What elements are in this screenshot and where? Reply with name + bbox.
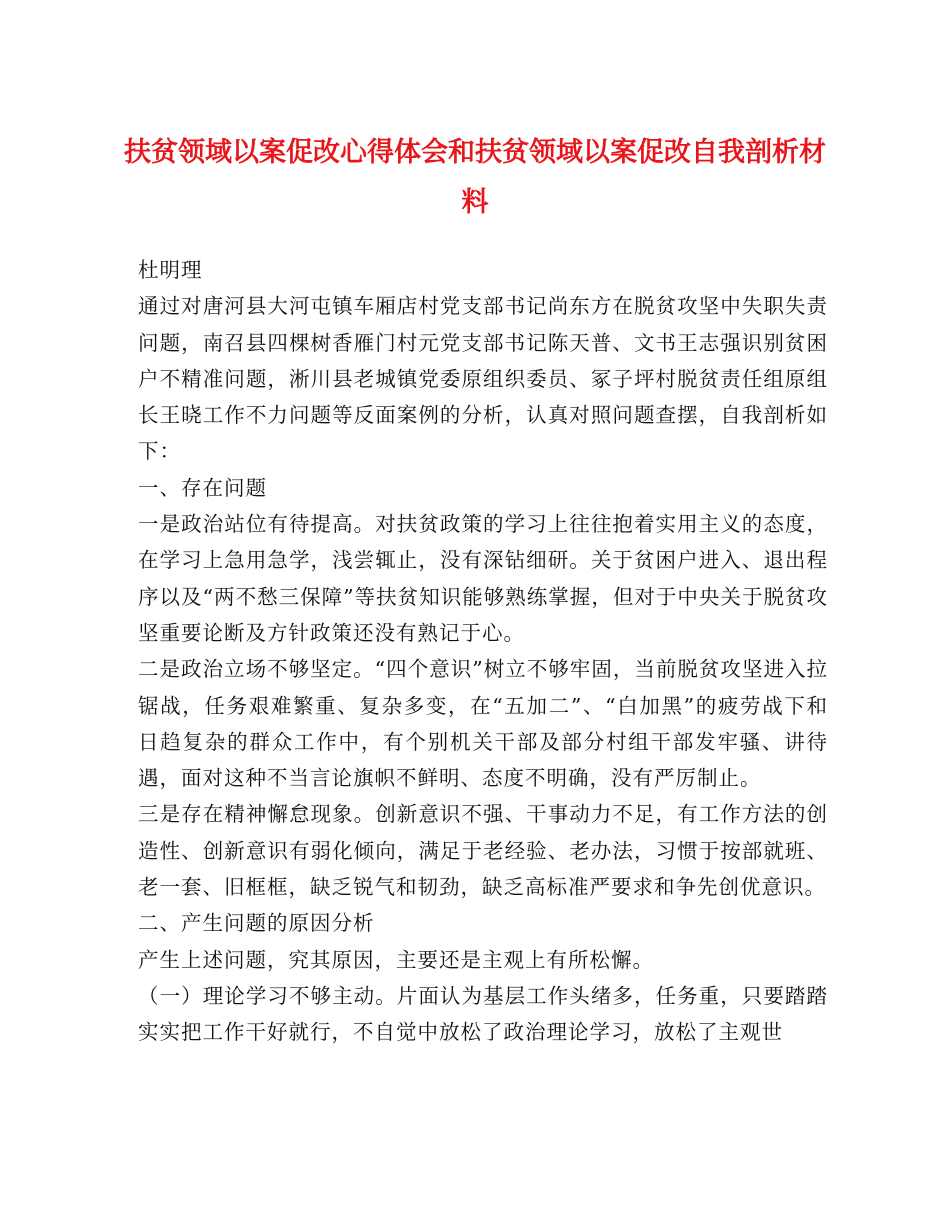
section-heading-causes: 二、产生问题的原因分析 bbox=[138, 911, 375, 936]
intro-paragraph: 通过对唐河县大河屯镇车厢店村党支部书记尚东方在脱贫攻坚中失职失责问题，南召县四棵树香雁门村元党支部书记陈天普、文书王志强识别贫困户不精准问题，淅川县老城镇党委原组织委员、冢子坪村脱贫责任组原组长王晓工作不力问题等反面案例的分析，认真对照问题查摆，自我剖析如下： bbox=[138, 294, 828, 464]
section-heading-problems: 一、存在问题 bbox=[138, 475, 267, 500]
problem-paragraph-2: 二是政治立场不够坚定。“四个意识”树立不够牢固，当前脱贫攻坚进入拉锯战，任务艰难繁重、复杂多变，在“五加二”、“白加黑”的疲劳战下和日趋复杂的群众工作中，有个别机关干部及部分村组干部发牢骚、讲待遇，面对这种不当言论旗帜不鲜明、态度不明确，没有严厉制止。 bbox=[138, 657, 828, 791]
author-line: 杜明理 bbox=[138, 258, 203, 282]
cause-paragraph-1: （一）理论学习不够主动。片面认为基层工作头绪多，任务重，只要踏踏实实把工作干好就行，不自觉中放松了政治理论学习，放松了主观世 bbox=[138, 983, 828, 1045]
document-title: 扶贫领域以案促改心得体会和扶贫领域以案促改自我剖析材料 bbox=[124, 137, 826, 218]
document-body bbox=[138, 252, 828, 1051]
causes-summary-paragraph: 产生上述问题，究其原因，主要还是主观上有所松懈。 bbox=[138, 947, 654, 972]
problem-paragraph-1: 一是政治站位有待提高。对扶贫政策的学习上往往抱着实用主义的态度，在学习上急用急学，浅尝辄止，没有深钻细研。关于贫困户进入、退出程序以及“两不愁三保障”等扶贫知识能够熟练掌握，但对于中央关于脱贫攻坚重要论断及方针政策还没有熟记于心。 bbox=[138, 512, 828, 645]
problem-paragraph-3: 三是存在精神懈怠现象。创新意识不强、干事动力不足，有工作方法的创造性、创新意识有弱化倾向，满足于老经验、老办法，习惯于按部就班、老一套、旧框框，缺乏锐气和韧劲，缺乏高标准严要求和争先创优意识。 bbox=[138, 802, 828, 900]
